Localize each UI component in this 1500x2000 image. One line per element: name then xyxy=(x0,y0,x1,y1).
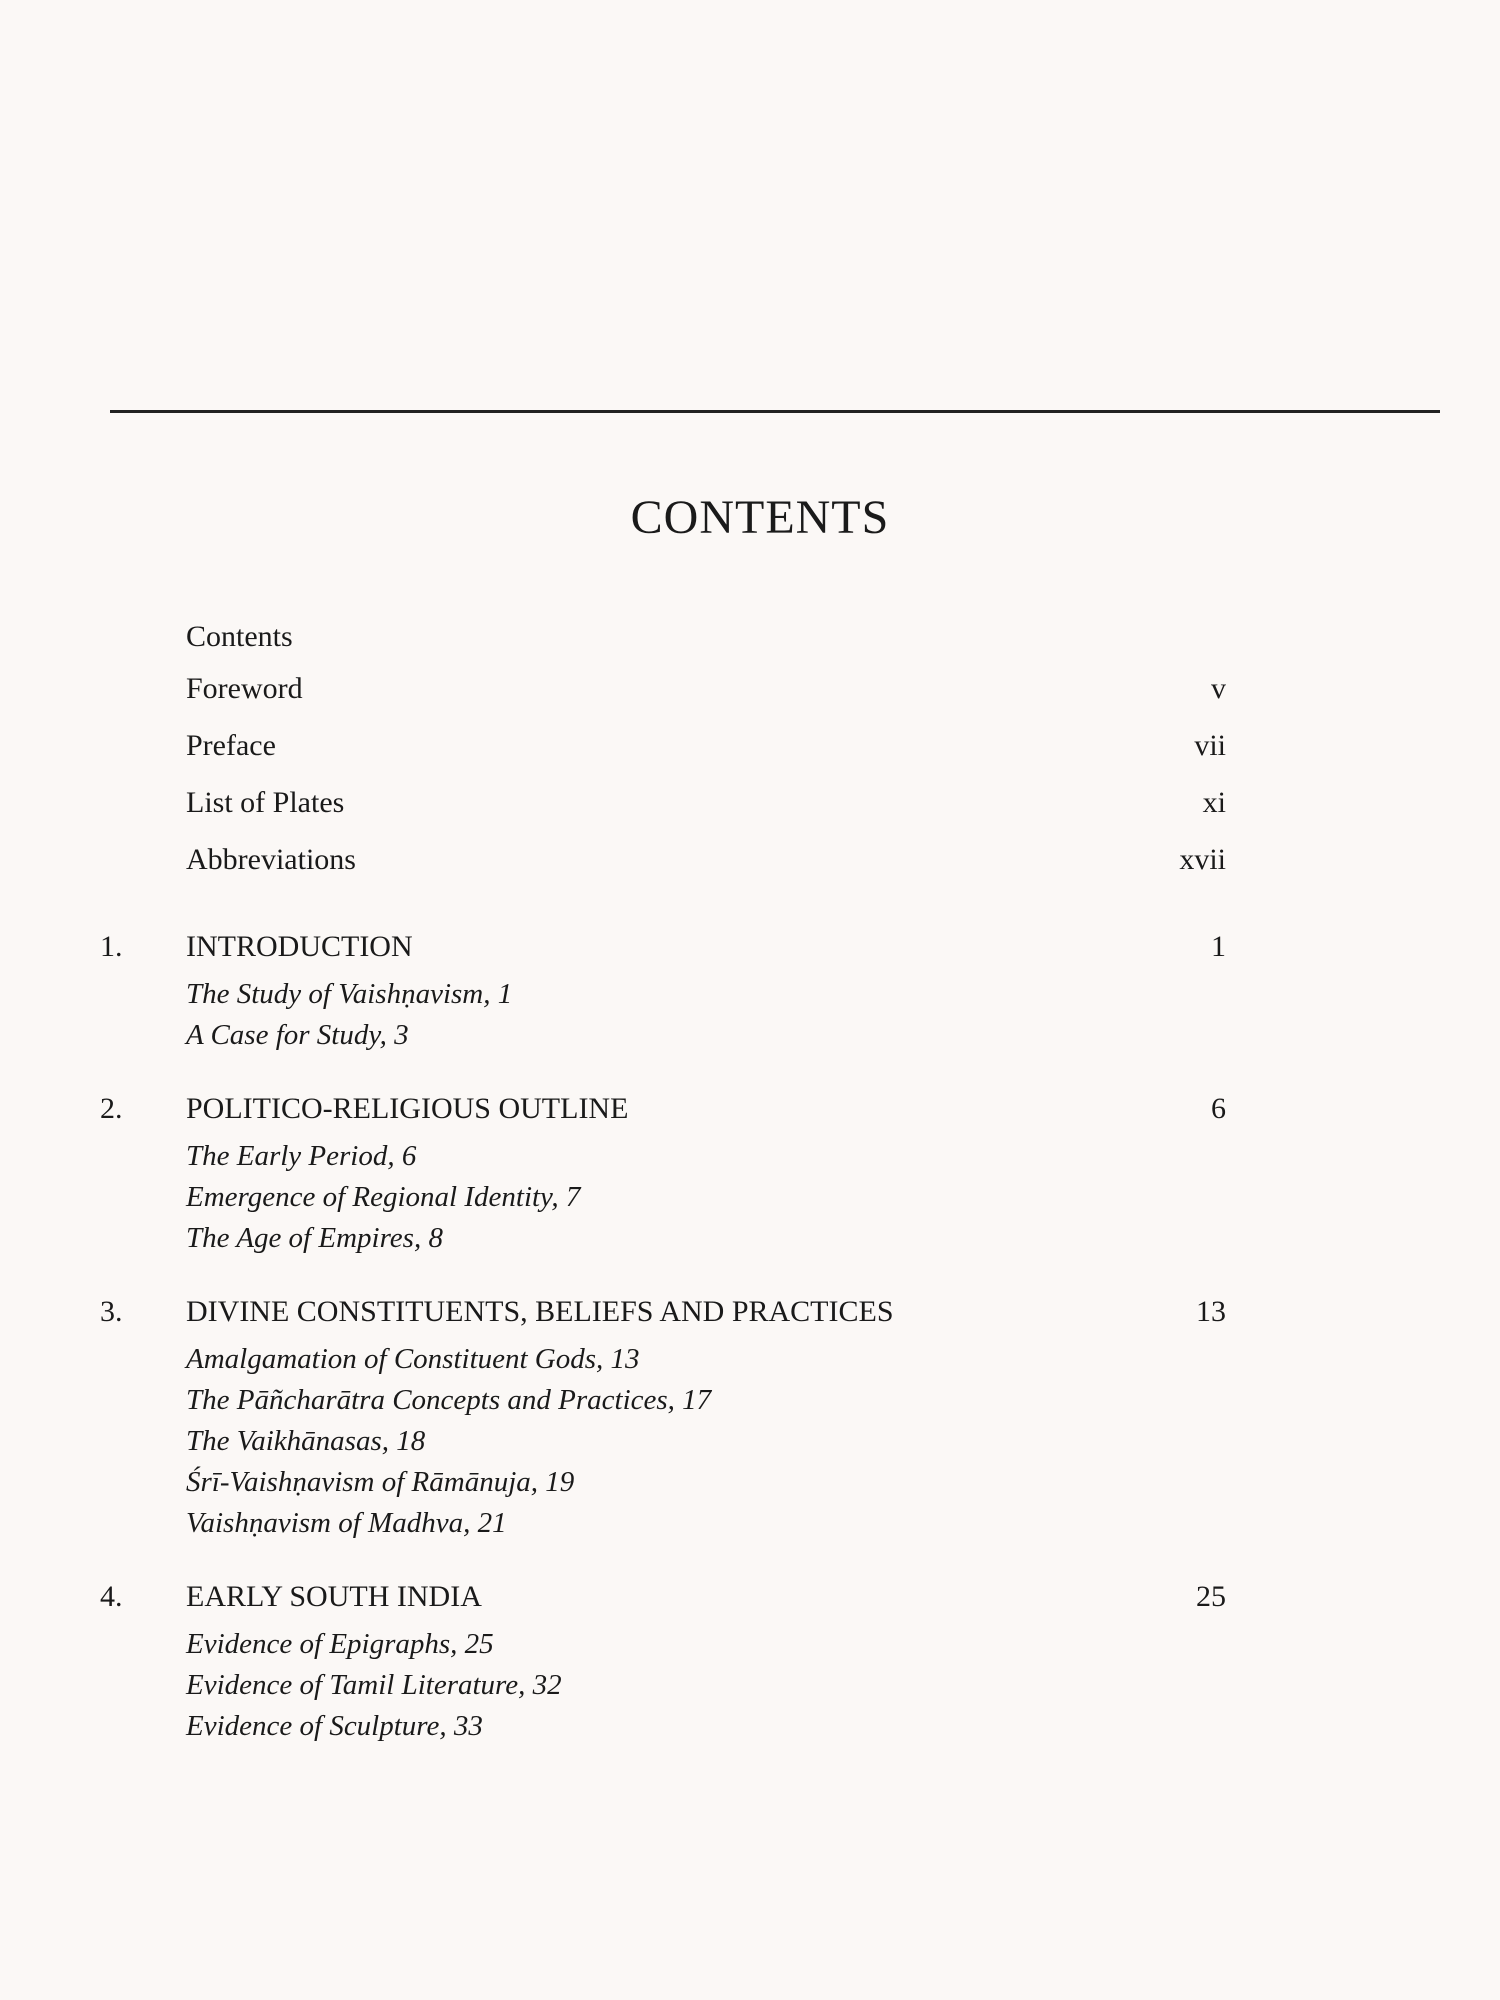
chapter-entry xyxy=(100,1092,1226,1259)
front-matter-label: List of Plates xyxy=(186,786,345,819)
section-entry: Evidence of Epigraphs, 25 xyxy=(186,1628,494,1660)
section-entry: The Study of Vaishṇavism, 1 xyxy=(186,978,513,1010)
section-list xyxy=(186,1624,1226,1747)
section-list xyxy=(186,1339,1226,1544)
chapter-title: DIVINE CONSTITUENTS, BELIEFS AND PRACTICES xyxy=(186,1295,894,1328)
chapter-heading xyxy=(100,1580,1226,1624)
section-entry: Amalgamation of Constituent Gods, 13 xyxy=(186,1343,640,1375)
page-title: CONTENTS xyxy=(630,491,890,544)
chapter-number: 2. xyxy=(100,1092,123,1125)
front-matter-page: v xyxy=(1211,672,1226,705)
front-matter-label: Contents xyxy=(186,620,293,653)
front-matter-label: Foreword xyxy=(186,672,303,705)
chapter-title: POLITICO-RELIGIOUS OUTLINE xyxy=(186,1092,629,1125)
front-matter-row xyxy=(186,620,1226,672)
section-entry: Śrī-Vaishṇavism of Rāmānuja, 19 xyxy=(186,1466,575,1498)
front-matter-row xyxy=(186,843,1226,900)
chapter-page: 1 xyxy=(1211,930,1226,963)
section-entry: The Vaikhānasas, 18 xyxy=(186,1425,426,1457)
chapter-number: 3. xyxy=(100,1295,123,1328)
chapter-entry xyxy=(100,1295,1226,1544)
chapter-heading xyxy=(100,930,1226,974)
chapter-entry xyxy=(100,930,1226,1056)
front-matter-page: xi xyxy=(1202,786,1226,819)
chapter-title: INTRODUCTION xyxy=(186,930,413,963)
section-entry: The Age of Empires, 8 xyxy=(186,1222,443,1254)
section-list xyxy=(186,974,1226,1056)
section-entry: The Early Period, 6 xyxy=(186,1140,417,1172)
front-matter-label: Abbreviations xyxy=(186,843,356,876)
front-matter-list xyxy=(186,620,1226,900)
chapter-number: 1. xyxy=(100,930,123,963)
section-entry: Evidence of Sculpture, 33 xyxy=(186,1710,483,1742)
chapter-list xyxy=(100,930,1226,1783)
section-entry: The Pāñcharātra Concepts and Practices, 17 xyxy=(186,1384,712,1416)
front-matter-row xyxy=(186,786,1226,843)
chapter-heading xyxy=(100,1295,1226,1339)
chapter-page: 25 xyxy=(1196,1580,1226,1613)
chapter-number: 4. xyxy=(100,1580,123,1613)
section-entry: Evidence of Tamil Literature, 32 xyxy=(186,1669,562,1701)
chapter-page: 6 xyxy=(1211,1092,1226,1125)
chapter-heading xyxy=(100,1092,1226,1136)
front-matter-row xyxy=(186,729,1226,786)
chapter-page: 13 xyxy=(1196,1295,1226,1328)
front-matter-page: xvii xyxy=(1179,843,1226,876)
section-list xyxy=(186,1136,1226,1259)
front-matter-label: Preface xyxy=(186,729,276,762)
header-rule xyxy=(110,410,1440,413)
section-entry: Vaishṇavism of Madhva, 21 xyxy=(186,1507,507,1539)
chapter-entry xyxy=(100,1580,1226,1747)
front-matter-page: vii xyxy=(1194,729,1226,762)
section-entry: A Case for Study, 3 xyxy=(186,1019,409,1051)
section-entry: Emergence of Regional Identity, 7 xyxy=(186,1181,581,1213)
chapter-title: EARLY SOUTH INDIA xyxy=(186,1580,482,1613)
front-matter-row xyxy=(186,672,1226,729)
